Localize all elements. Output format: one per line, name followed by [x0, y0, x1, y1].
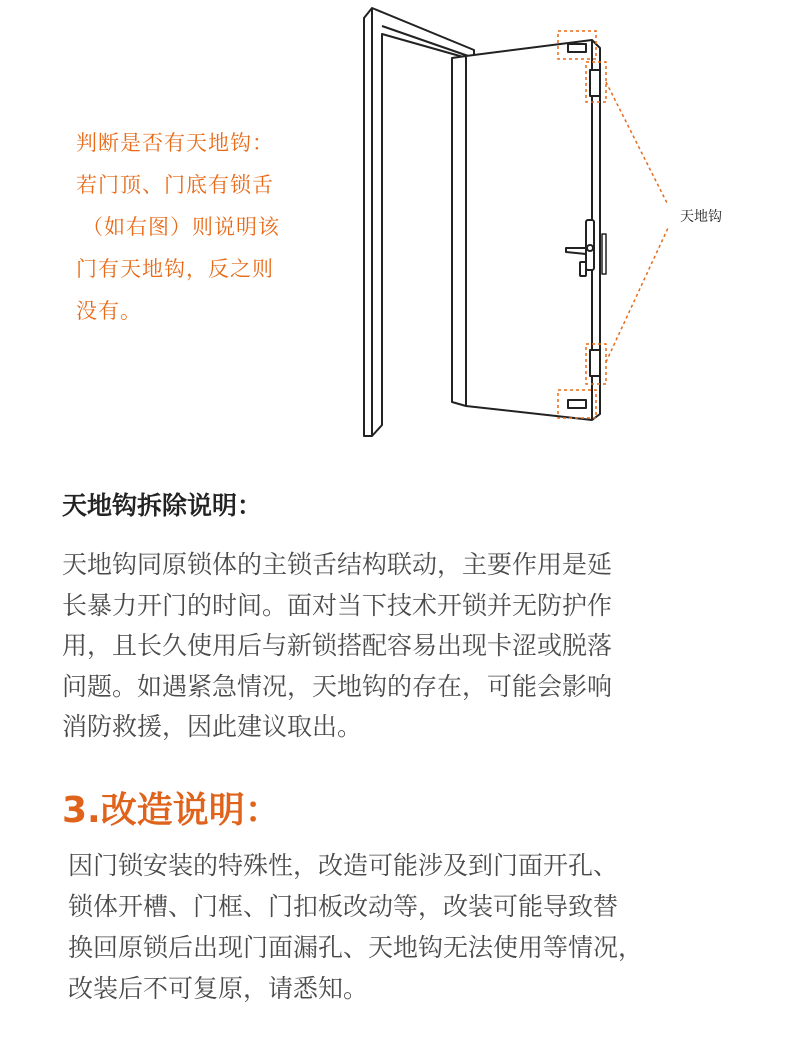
paragraph-line: 因门锁安装的特殊性，改造可能涉及到门面开孔、	[68, 851, 619, 880]
lower-side-bolt	[590, 350, 600, 376]
modification-description	[68, 845, 748, 1009]
paragraph-line: 换回原锁后出现门面漏孔、天地钩无法使用等情况，	[68, 933, 644, 962]
section-title-modification: 3.改造说明：	[62, 790, 281, 831]
hint-line: （如右图）则说明该	[82, 215, 280, 239]
removal-description	[62, 545, 722, 748]
paragraph-line: 改装后不可复原，请悉知。	[68, 974, 369, 1003]
hint-note	[76, 122, 316, 332]
paragraph-line: 锁体开槽、门框、门扣板改动等，改装可能导致替	[68, 892, 619, 921]
leader-line-bottom	[606, 228, 668, 362]
paragraph-line: 用，且长久使用后与新锁搭配容易出现卡涩或脱落	[62, 631, 613, 660]
hint-line: 若门顶、门底有锁舌	[76, 173, 274, 197]
hint-line: 判断是否有天地钩：	[76, 131, 274, 155]
callout-label: 天地钩	[680, 209, 722, 225]
paragraph-line: 天地钩同原锁体的主锁舌结构联动，主要作用是延	[62, 550, 613, 579]
paragraph-line: 消防救援，因此建议取出。	[62, 712, 363, 741]
paragraph-line: 长暴力开门的时间。面对当下技术开锁并无防护作	[62, 590, 613, 620]
upper-side-bolt	[590, 70, 600, 96]
key-cylinder	[580, 262, 586, 276]
top-bolt	[568, 44, 586, 52]
leader-line-top	[606, 82, 668, 205]
paragraph-line: 问题。如遇紧急情况，天地钩的存在，可能会影响	[62, 671, 613, 701]
hint-line: 没有。	[76, 299, 142, 323]
section-title-removal: 天地钩拆除说明：	[62, 491, 263, 520]
hint-line: 门有天地钩，反之则	[76, 257, 274, 281]
door-handle	[566, 248, 586, 254]
bottom-bolt	[568, 400, 586, 408]
door-leaf	[466, 40, 600, 420]
door-frame-right-post	[452, 56, 466, 406]
